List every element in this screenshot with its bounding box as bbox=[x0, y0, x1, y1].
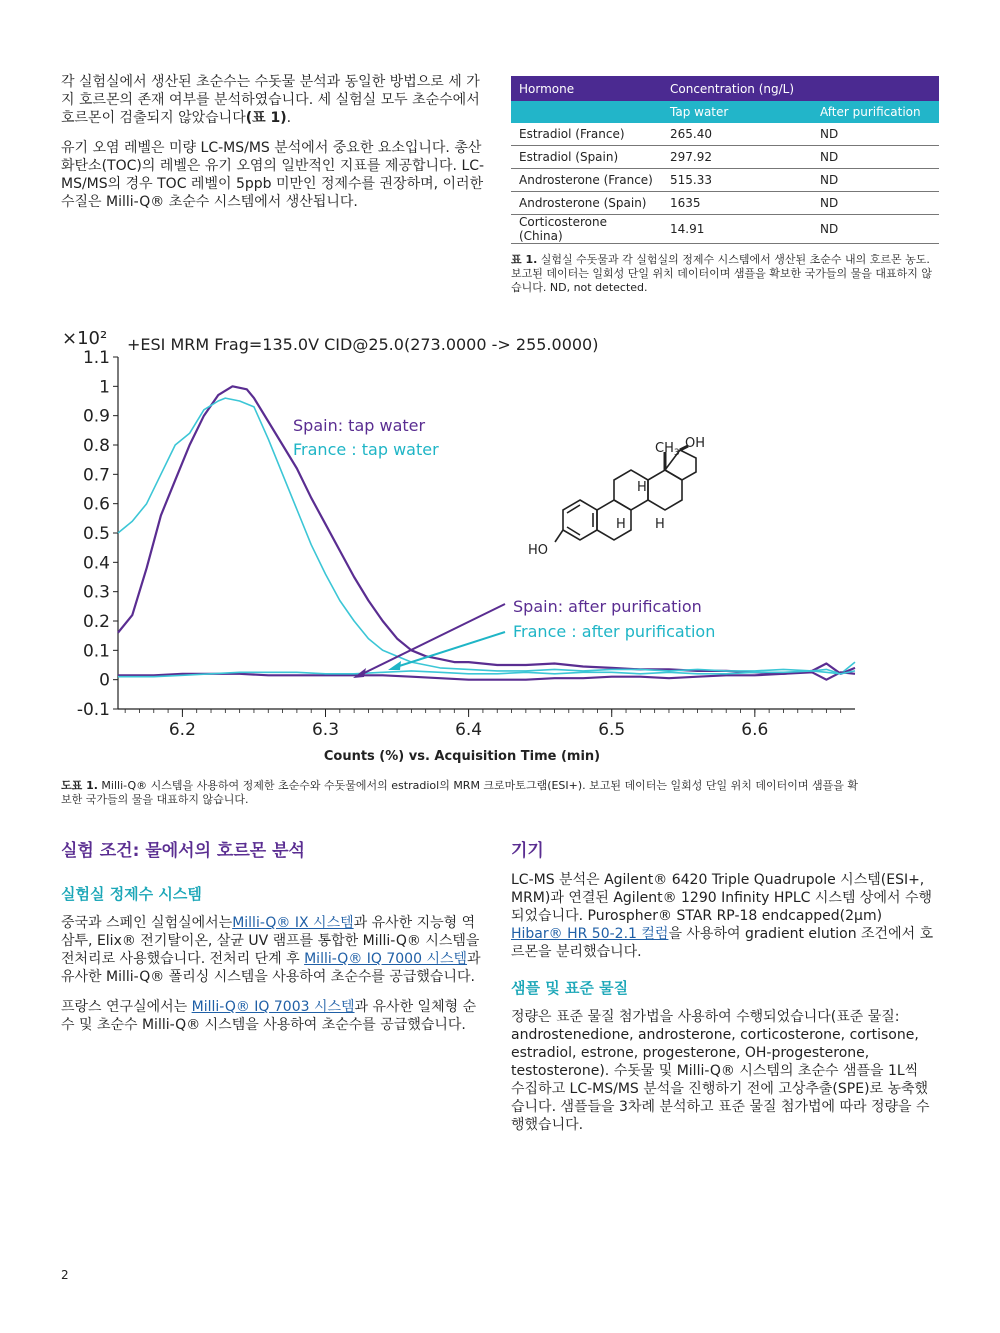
table-caption: 표 1. 실험실 수돗물과 각 실험실의 정제수 시스템에서 생산된 초순수 내의 호르몬 농도. 보고된 데이터는 일회성 단일 위치 데이터이며 샘플을 확보한 국가들의 물을 대표하지 않습니다. ND, not detected. bbox=[511, 253, 932, 294]
intro-text bbox=[61, 73, 486, 223]
label-spain-after: Spain: after purification bbox=[513, 597, 702, 616]
table-row bbox=[511, 192, 939, 215]
y-tick-label: 0.9 bbox=[82, 406, 110, 427]
table-reference: (표 1) bbox=[245, 110, 287, 126]
y-tick-label: 0.2 bbox=[82, 612, 110, 632]
chromatogram-chart bbox=[0, 318, 1000, 778]
table-row bbox=[511, 169, 939, 192]
instrument-paragraph: LC-MS 분석은 Agilent® 6420 Triple Quadrupole 시스템(ESI+, MRM)과 연결된 Agilent® 1290 Infinity HPLC 시스템 상에서 수행되었습니다. Purospher® STAR RP-18 endcapped(2µm) Hibar® HR 50-2.1 컬럼을 사용하여 gradient elution 조건에서 호르몬을 분리했습니다. bbox=[511, 872, 934, 960]
x-axis-label: Counts (%) vs. Acquisition Time (min) bbox=[323, 749, 601, 764]
y-tick-label: 1.1 bbox=[82, 348, 110, 368]
link-milliq-iq7000[interactable]: Milli-Q® IQ 7000 시스템 bbox=[304, 951, 468, 967]
cell-tap: 515.33 bbox=[662, 169, 812, 192]
col-after-purification: After purification bbox=[812, 101, 939, 123]
cell-after: ND bbox=[812, 123, 939, 146]
table-row bbox=[511, 123, 939, 146]
y-tick-label: 1 bbox=[99, 377, 110, 398]
cell-tap: 265.40 bbox=[662, 123, 812, 146]
y-tick-label: -0.1 bbox=[76, 700, 110, 720]
label-france-after: France : after purification bbox=[513, 622, 716, 641]
label-france-tap: France : tap water bbox=[293, 440, 439, 459]
cell-tap: 1635 bbox=[662, 192, 812, 215]
page-number: 2 bbox=[61, 1268, 69, 1282]
series-line-1 bbox=[118, 386, 855, 674]
molecule-h1: H bbox=[637, 480, 647, 495]
figure-caption: 도표 1. Milli-Q® 시스템을 사용하여 정제한 초순수와 수돗물에서의 estradiol의 MRM 크로마토그램(ESI+). 보고된 데이터는 일회성 단일 위치 데이터이며 샘플을 확보한 국가들의 물을 대표하지 않습니다. bbox=[61, 779, 859, 806]
systems-paragraph-1: 중국과 스페인 실험실에서는Milli-Q® IX 시스템과 유사한 지능형 역삼투, Elix® 전기탈이온, 살균 UV 램프를 통합한 Milli-Q® 시스템을 전처리로 사용했습니다. 전처리 단계 후 Milli-Q® IQ 7000 시스템과 유사한 Milli-Q® 폴리싱 시스템을 사용하여 초순수를 공급했습니다. bbox=[61, 915, 481, 985]
x-tick-label: 6.3 bbox=[311, 720, 340, 740]
intro-paragraph-2: 유기 오염 레벨은 미량 LC-MS/MS 분석에서 중요한 요소입니다. 총산화탄소(TOC)의 레벨은 유기 오염의 일반적인 지표를 제공합니다. LC-MS/MS의 경우 TOC 레벨이 5ppb 미만인 정제수를 권장하며, 이러한 수질은 Milli-Q® 초순수 시스템에서 생산됩니다. bbox=[61, 140, 485, 210]
molecule-h2: H bbox=[616, 517, 626, 532]
link-milliq-ix[interactable]: Milli-Q® IX 시스템 bbox=[232, 915, 354, 931]
y-tick-label: 0.5 bbox=[82, 524, 110, 544]
cell-hormone: Corticosterone (China) bbox=[511, 215, 662, 244]
col-tap-water: Tap water bbox=[662, 101, 812, 123]
link-milliq-iq7003[interactable]: Milli-Q® IQ 7003 시스템 bbox=[191, 999, 355, 1015]
y-tick-label: 0.6 bbox=[82, 494, 110, 515]
chart-title: +ESI MRM Frag=135.0V CID@25.0(273.0000 -> 255.0000) bbox=[127, 335, 599, 354]
molecule-ho: HO bbox=[528, 543, 549, 558]
cell-after: ND bbox=[812, 215, 939, 244]
molecule-ch3: $CH_3$ bbox=[655, 441, 680, 458]
table-row bbox=[511, 215, 939, 244]
cell-after: ND bbox=[812, 192, 939, 215]
table-row bbox=[511, 146, 939, 169]
cell-tap: 297.92 bbox=[662, 146, 812, 169]
samples-paragraph: 정량은 표준 물질 첨가법을 사용하여 수행되었습니다(표준 물질: androstenedione, androsterone, corticosterone, cortisone, estradiol, estrone, progesterone, OH-progesterone, testosterone). 수돗물 및 Milli-Q® 시스템의 초순수 샘플을 1L씩 수집하고 LC-MS/MS 분석을 진행하기 전에 고상추출(SPE)로 농축했습니다. 샘플들을 3차례 분석하고 표준 물질 첨가법에 따라 정량을 수행했습니다. bbox=[511, 1009, 930, 1133]
y-multiplier: ×10² bbox=[62, 328, 108, 349]
y-tick-label: 0 bbox=[99, 670, 110, 691]
link-hibar-column[interactable]: Hibar® HR 50-2.1 컬럼 bbox=[511, 926, 669, 942]
y-tick-label: 0.3 bbox=[82, 582, 110, 603]
subsection-title-systems: 실험실 정제수 시스템 bbox=[61, 885, 202, 903]
cell-hormone: Androsterone (France) bbox=[511, 169, 662, 192]
systems-paragraph-2: 프랑스 연구실에서는 Milli-Q® IQ 7003 시스템과 유사한 일체형 순수 및 초순수 Milli-Q® 시스템을 사용하여 초순수를 공급했습니다. bbox=[61, 999, 477, 1033]
molecule-oh: OH bbox=[685, 436, 706, 451]
col-concentration: Concentration (ng/L) bbox=[662, 76, 939, 101]
cell-tap: 14.91 bbox=[662, 215, 812, 244]
y-tick-label: 0.7 bbox=[82, 465, 110, 486]
series-line-2 bbox=[118, 398, 855, 674]
intro-paragraph-1: 각 실험실에서 생산된 초순수는 수돗물 분석과 동일한 방법으로 세 가지 호르몬의 존재 여부를 분석하였습니다. 세 실험실 모두 초순수에서 호르몬이 검출되지 않았습니다(표 1). bbox=[61, 74, 480, 126]
y-tick-label: 0.4 bbox=[82, 553, 110, 574]
arrow-head-france bbox=[388, 661, 401, 670]
cell-after: ND bbox=[812, 146, 939, 169]
sub-header-row bbox=[511, 101, 939, 123]
section-title-conditions: 실험 조건: 물에서의 호르몬 분석 bbox=[61, 841, 305, 861]
cell-hormone: Estradiol (France) bbox=[511, 123, 662, 146]
x-tick-label: 6.5 bbox=[598, 720, 626, 740]
x-tick-label: 6.4 bbox=[455, 720, 483, 740]
cell-after: ND bbox=[812, 169, 939, 192]
y-tick-label: 0.8 bbox=[82, 436, 110, 456]
col-hormone: Hormone bbox=[511, 76, 662, 101]
section-title-instrument: 기기 bbox=[511, 841, 544, 861]
subsection-title-samples: 샘플 및 표준 물질 bbox=[511, 979, 629, 997]
label-spain-tap: Spain: tap water bbox=[293, 416, 426, 435]
section-left bbox=[61, 836, 486, 1046]
y-tick-label: 0.1 bbox=[82, 641, 110, 662]
cell-hormone: Androsterone (Spain) bbox=[511, 192, 662, 215]
x-tick-label: 6.6 bbox=[741, 720, 769, 740]
hormone-table-block bbox=[511, 76, 939, 295]
hormone-table bbox=[511, 76, 939, 244]
molecule-h3: H bbox=[655, 517, 665, 532]
section-right bbox=[511, 836, 936, 1146]
cell-hormone: Estradiol (Spain) bbox=[511, 146, 662, 169]
x-tick-label: 6.2 bbox=[168, 720, 196, 740]
